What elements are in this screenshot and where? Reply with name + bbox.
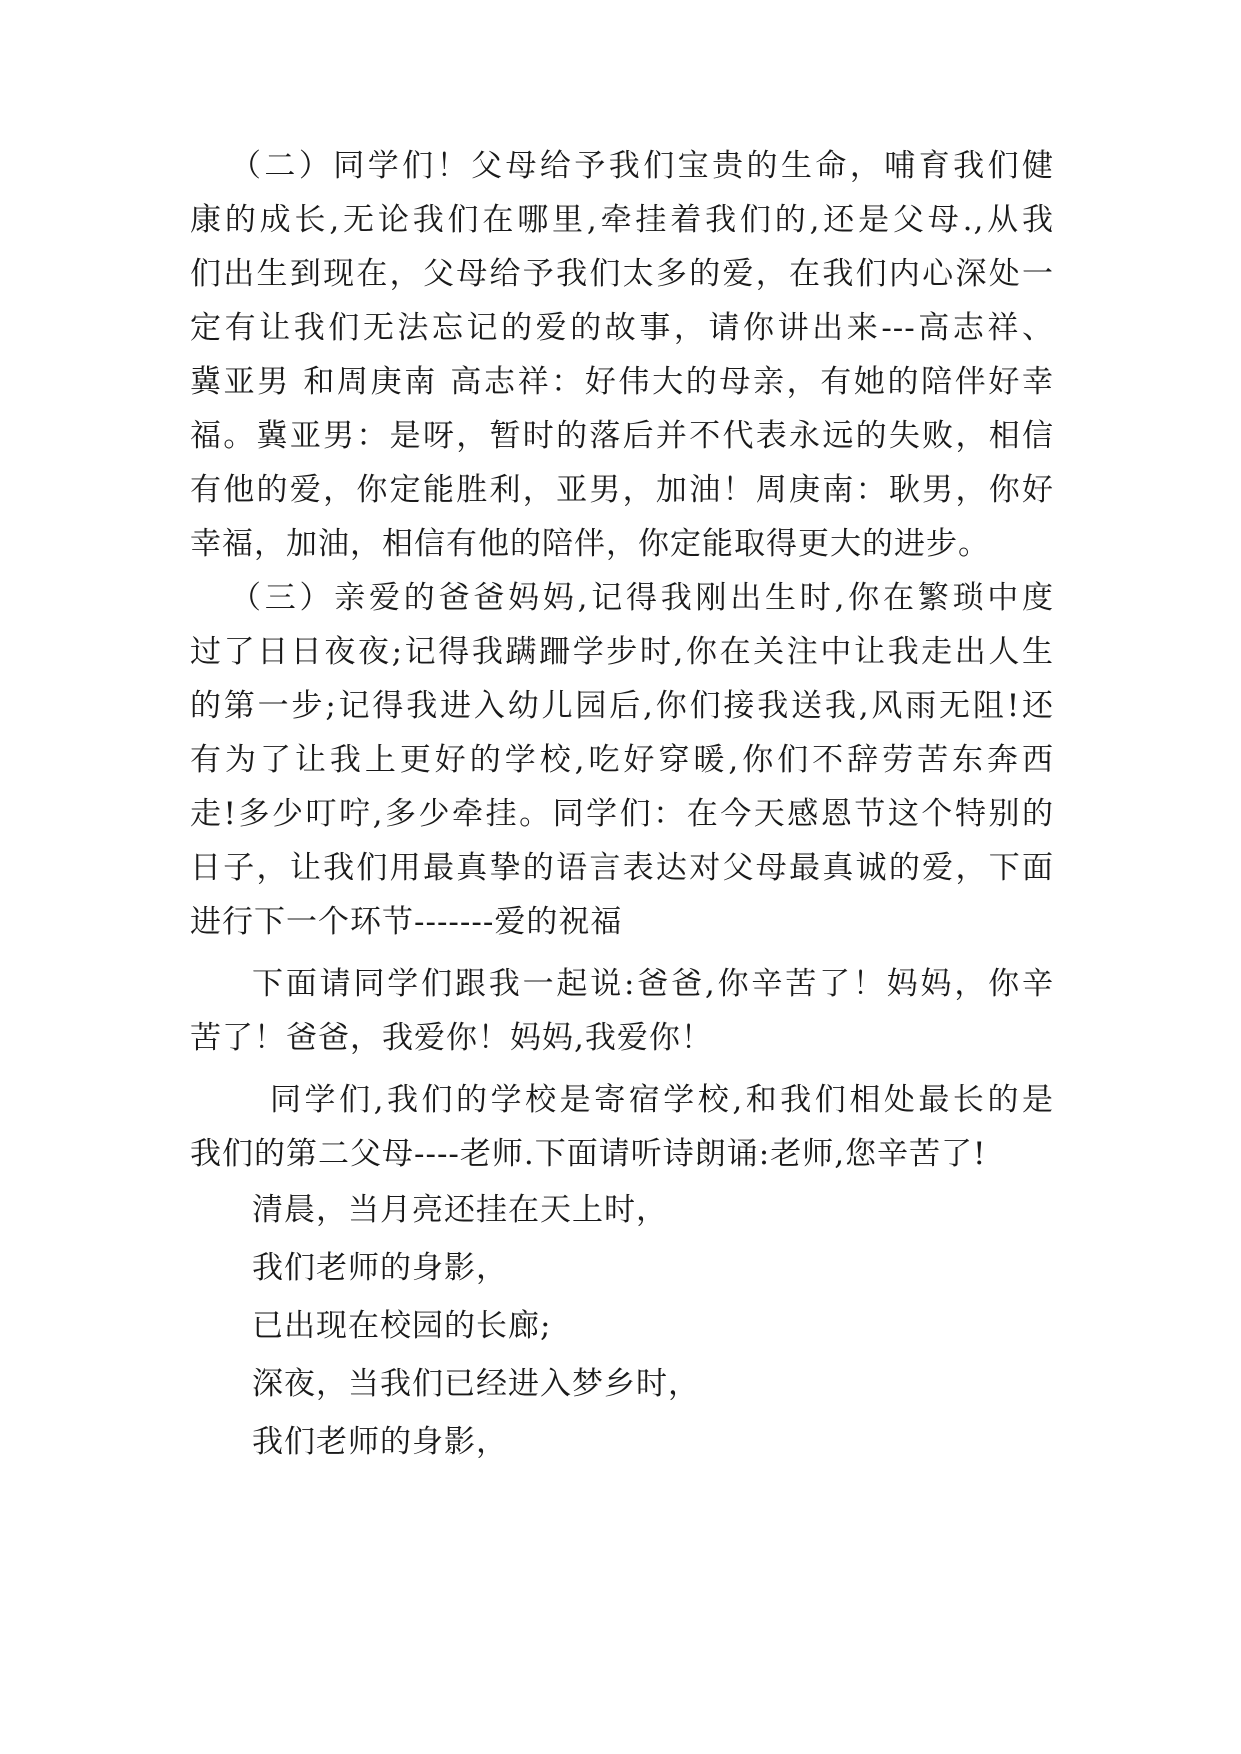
paragraph-line: 我们的第二父母----老师.下面请听诗朗诵:老师,您辛苦了! — [190, 1136, 987, 1172]
paragraph-line: 福。冀亚男：是呀，暂时的落后并不代表永远的失败，相信 — [190, 418, 1054, 454]
paragraph-line: 的第一步;记得我进入幼儿园后,你们接我送我,风雨无阻!还 — [190, 688, 1054, 724]
paragraph-line: 进行下一个环节-------爱的祝福 — [190, 904, 623, 940]
paragraph-line: 冀亚男 和周庚南 高志祥：好伟大的母亲，有她的陪伴好幸 — [190, 364, 1054, 400]
paragraph-line: 过了日日夜夜;记得我蹒跚学步时,你在关注中让我走出人生 — [190, 634, 1054, 670]
paragraph-line: 们出生到现在，父母给予我们太多的爱，在我们内心深处一 — [190, 256, 1054, 292]
poem-line: 已出现在校园的长廊; — [252, 1308, 552, 1344]
poem-line: 我们老师的身影， — [252, 1250, 508, 1286]
paragraph-line: 有他的爱，你定能胜利，亚男，加油！周庚南：耿男，你好 — [190, 472, 1054, 508]
paragraph-line: 幸福，加油，相信有他的陪伴，你定能取得更大的进步。 — [190, 526, 990, 562]
paragraph-line: 走!多少叮咛,多少牵挂。同学们：在今天感恩节这个特别的 — [190, 796, 1054, 832]
paragraph-line: 下面请同学们跟我一起说:爸爸,你辛苦了！妈妈，你辛 — [252, 966, 1054, 1002]
paragraph-line: 有为了让我上更好的学校,吃好穿暖,你们不辞劳苦东奔西 — [190, 742, 1054, 778]
paragraph-line: 苦了！爸爸，我爱你！妈妈,我爱你！ — [190, 1020, 713, 1056]
paragraph-line: 康的成长,无论我们在哪里,牵挂着我们的,还是父母.,从我 — [190, 202, 1054, 238]
poem-line: 深夜，当我们已经进入梦乡时， — [252, 1366, 700, 1402]
paragraph-line: 日子，让我们用最真挚的语言表达对父母最真诚的爱，下面 — [190, 850, 1054, 886]
paragraph-line: （三）亲爱的爸爸妈妈,记得我刚出生时,你在繁琐中度 — [230, 580, 1054, 616]
poem-line: 清晨，当月亮还挂在天上时， — [252, 1192, 668, 1228]
poem-line: 我们老师的身影， — [252, 1424, 508, 1460]
paragraph-line: （二）同学们！父母给予我们宝贵的生命，哺育我们健 — [230, 148, 1054, 184]
paragraph-line: 定有让我们无法忘记的爱的故事，请你讲出来---高志祥、 — [190, 310, 1054, 346]
paragraph-line: 同学们,我们的学校是寄宿学校,和我们相处最长的是 — [270, 1082, 1054, 1118]
